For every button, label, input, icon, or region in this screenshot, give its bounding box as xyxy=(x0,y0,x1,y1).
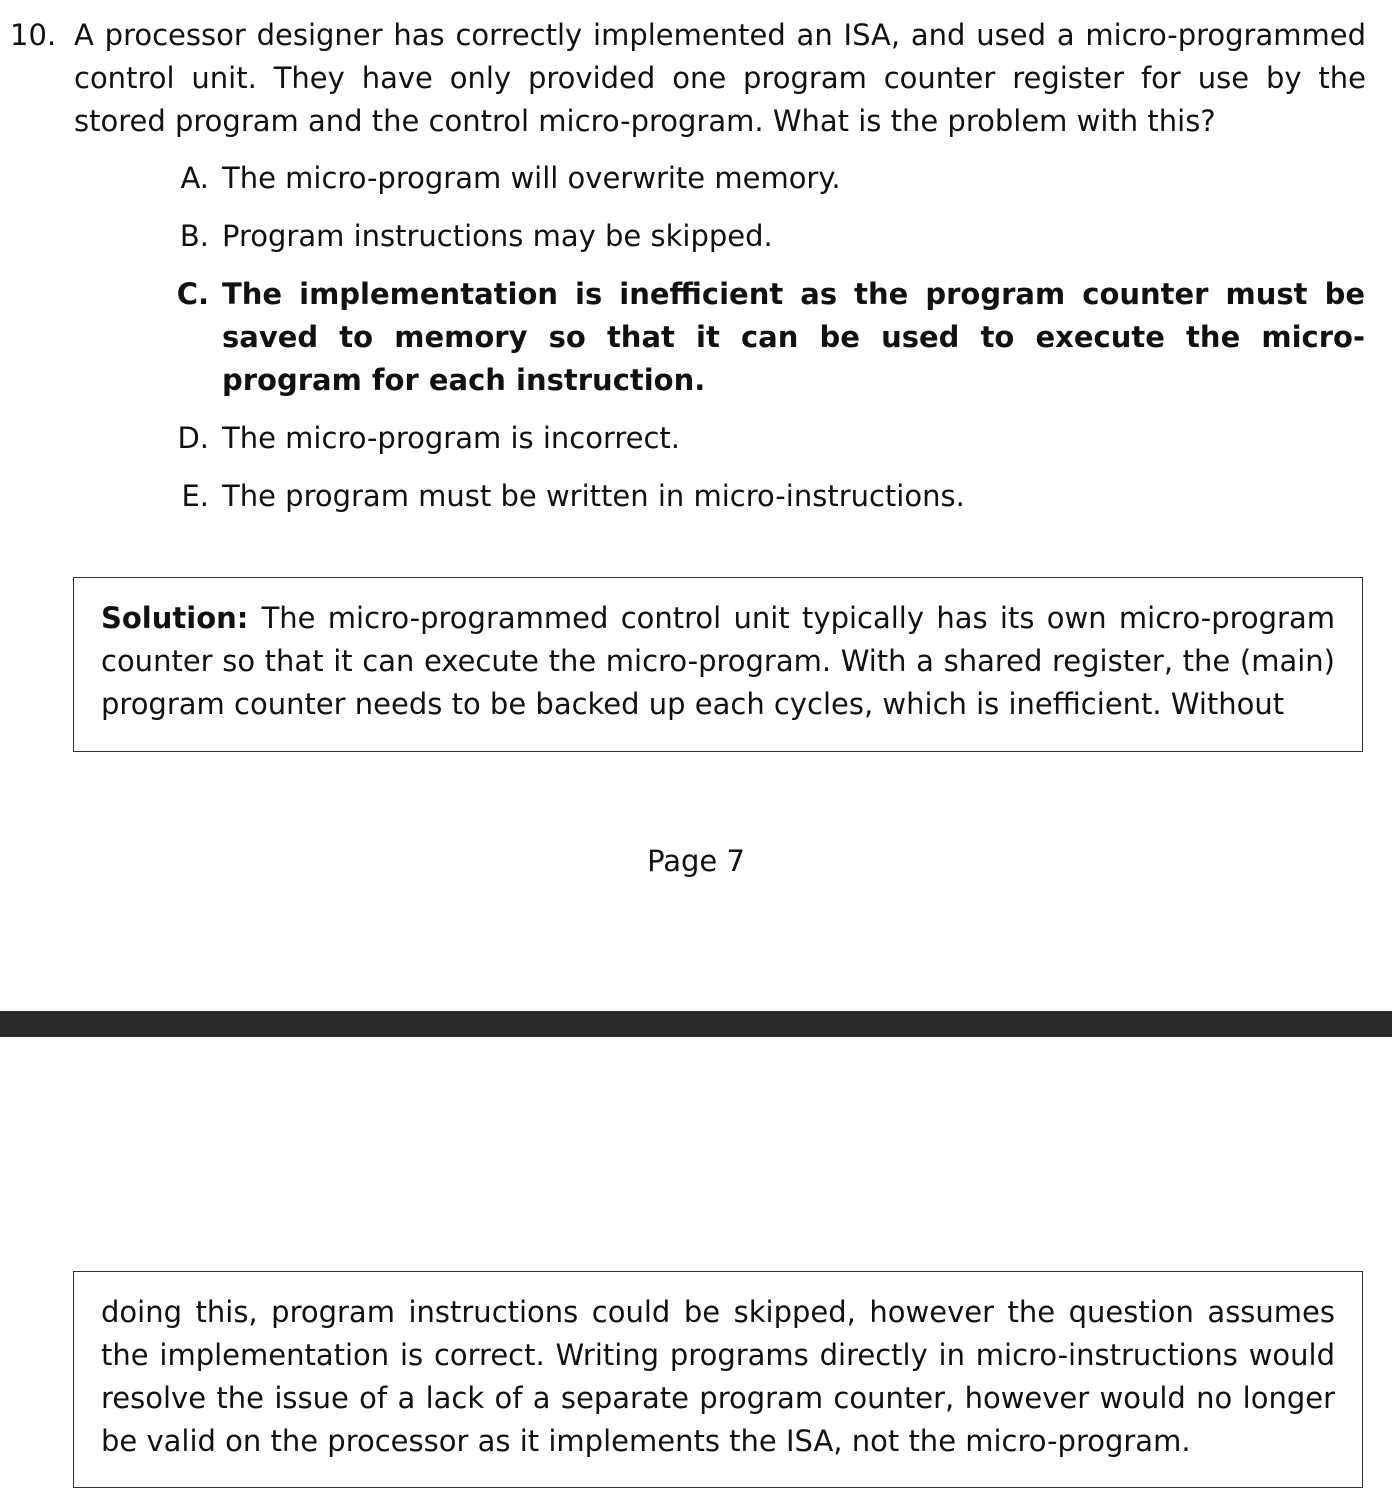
option-letter: D. xyxy=(177,421,209,455)
solution-box-part2 xyxy=(73,1271,1363,1488)
option-b xyxy=(165,215,1365,258)
solution-box-part1 xyxy=(73,577,1363,752)
option-letter: E. xyxy=(181,479,209,513)
page-number: Page 7 xyxy=(647,844,745,878)
option-text: The program must be written in micro-instructions. xyxy=(222,479,965,513)
option-letter: A. xyxy=(180,161,209,195)
question-text: A processor designer has correctly implemented an ISA, and used a micro-programmed control unit. They have only provided one program counter register for use by the stored program and the control micro-program. What is the problem with this? xyxy=(74,18,1366,138)
solution-label: Solution: xyxy=(101,601,262,635)
question xyxy=(10,14,1366,143)
answer-options xyxy=(165,157,1365,533)
option-letter: C. xyxy=(176,277,209,311)
option-c-correct xyxy=(165,273,1365,402)
question-number: 10. xyxy=(10,18,57,52)
option-d xyxy=(165,417,1365,460)
solution-text-part2: doing this, program instructions could be skipped, however the question assumes the implementation is correct. Writing programs directly in micro-instructions would resolve the issue of a lack of a separate program counter, however would no longer be valid on the processor as it implements the ISA, not the micro-program. xyxy=(101,1295,1335,1458)
option-a xyxy=(165,157,1365,200)
option-text: The implementation is inefficient as the program counter must be saved to memory so that it can be used to execute the micro-program for each instruction. xyxy=(222,277,1365,397)
option-letter: B. xyxy=(179,219,209,253)
option-text: The micro-program will overwrite memory. xyxy=(222,161,841,195)
page-break-divider xyxy=(0,1011,1392,1037)
option-text: The micro-program is incorrect. xyxy=(222,421,681,455)
solution-text-part1: The micro-programmed control unit typically has its own micro-program counter so that it can execute the micro-program. With a shared register, the (main) program counter needs to be backed up each cycles, which is inefficient. Without xyxy=(101,601,1335,721)
option-text: Program instructions may be skipped. xyxy=(222,219,773,253)
option-e xyxy=(165,475,1365,518)
